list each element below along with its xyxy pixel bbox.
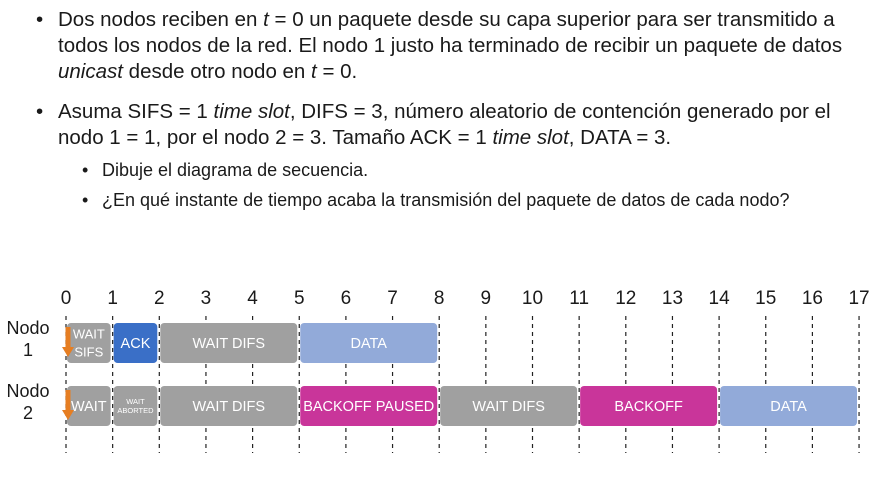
text-run: = 0 un paquete desde su capa superior para ser transmitido a todos los nodos de la red. El nodo 1 justo ha terminado de recibir un paquete de datos xyxy=(58,8,843,57)
sub-bullet-2 xyxy=(82,189,842,212)
tick-label: 1 xyxy=(107,288,118,309)
bullet-marker: • xyxy=(36,100,44,123)
tick-label: 3 xyxy=(200,288,212,309)
italic-text: t xyxy=(263,8,269,31)
italic-text: unicast xyxy=(58,60,123,83)
text-run: Dos nodos reciben en xyxy=(58,8,264,31)
tick-label: 4 xyxy=(247,288,258,309)
tick-label: 2 xyxy=(154,288,165,309)
block-label: ACK xyxy=(120,336,151,353)
block-label-line: SIFS xyxy=(74,344,104,360)
row-label-line: Nodo xyxy=(6,381,50,401)
bullet-2 xyxy=(36,99,866,151)
italic-text: t xyxy=(311,60,317,83)
bullet-marker: • xyxy=(36,8,44,31)
text-run: desde otro nodo en xyxy=(122,60,312,83)
block-label: WAIT DIFS xyxy=(472,399,545,416)
bullet-1 xyxy=(36,7,866,85)
tick-label: 11 xyxy=(569,288,590,309)
tick-label: 8 xyxy=(433,288,445,309)
sub-bullet-1-text: Dibuje el diagrama de secuencia. xyxy=(102,160,369,180)
block-label-line: WAIT xyxy=(72,326,105,342)
bullet-marker: • xyxy=(82,160,89,180)
bullet-2-text xyxy=(58,99,866,151)
row-label-nodo-2 xyxy=(6,381,49,423)
bullet-1-text xyxy=(58,7,866,85)
block-label-line: WAIT xyxy=(126,397,145,407)
sub-bullet-1 xyxy=(82,159,842,182)
tick-label: 16 xyxy=(801,288,823,309)
text-run: = 0. xyxy=(316,60,358,83)
tick-label: 0 xyxy=(60,288,72,309)
block-label: WAIT xyxy=(70,399,107,416)
block-label-line: ABORTED xyxy=(117,406,154,416)
block-label: WAIT DIFS xyxy=(192,399,266,416)
tick-label: 6 xyxy=(340,288,352,309)
row-label-line: 2 xyxy=(22,403,34,423)
bullet-marker: • xyxy=(82,190,89,210)
row-label-line: 1 xyxy=(22,340,34,360)
row-label-line: Nodo xyxy=(6,318,50,338)
block-label: BACKOFF xyxy=(614,399,683,416)
italic-text: time slot xyxy=(213,100,290,123)
sub-bullet-2-text: ¿En qué instante de tiempo acaba la transmisión del paquete de datos de cada nodo? xyxy=(102,190,790,210)
tick-label: 5 xyxy=(293,288,305,309)
tick-label: 9 xyxy=(480,288,492,309)
block-label: DATA xyxy=(770,399,807,416)
tick-label: 10 xyxy=(521,288,544,309)
tick-label: 14 xyxy=(708,288,730,309)
block-label: BACKOFF PAUSED xyxy=(303,399,435,416)
italic-text: time slot xyxy=(492,126,569,149)
tick-label: 12 xyxy=(615,288,637,309)
text-run: Asuma SIFS = 1 xyxy=(58,100,214,123)
tick-label: 17 xyxy=(848,288,870,309)
tick-label: 7 xyxy=(387,288,398,309)
text-run: , DATA = 3. xyxy=(568,126,672,149)
text-run: , DIFS = 3, número aleatorio de contención generado por el nodo 1 = 1, por el nodo 2 = 3. Tamaño ACK = 1 xyxy=(58,100,831,149)
row-label-nodo-1 xyxy=(6,318,49,360)
block-label: WAIT DIFS xyxy=(192,336,266,353)
block-label: DATA xyxy=(350,336,387,353)
sequence-diagram xyxy=(0,278,875,487)
tick-label: 13 xyxy=(661,288,684,309)
tick-label: 15 xyxy=(755,288,777,309)
